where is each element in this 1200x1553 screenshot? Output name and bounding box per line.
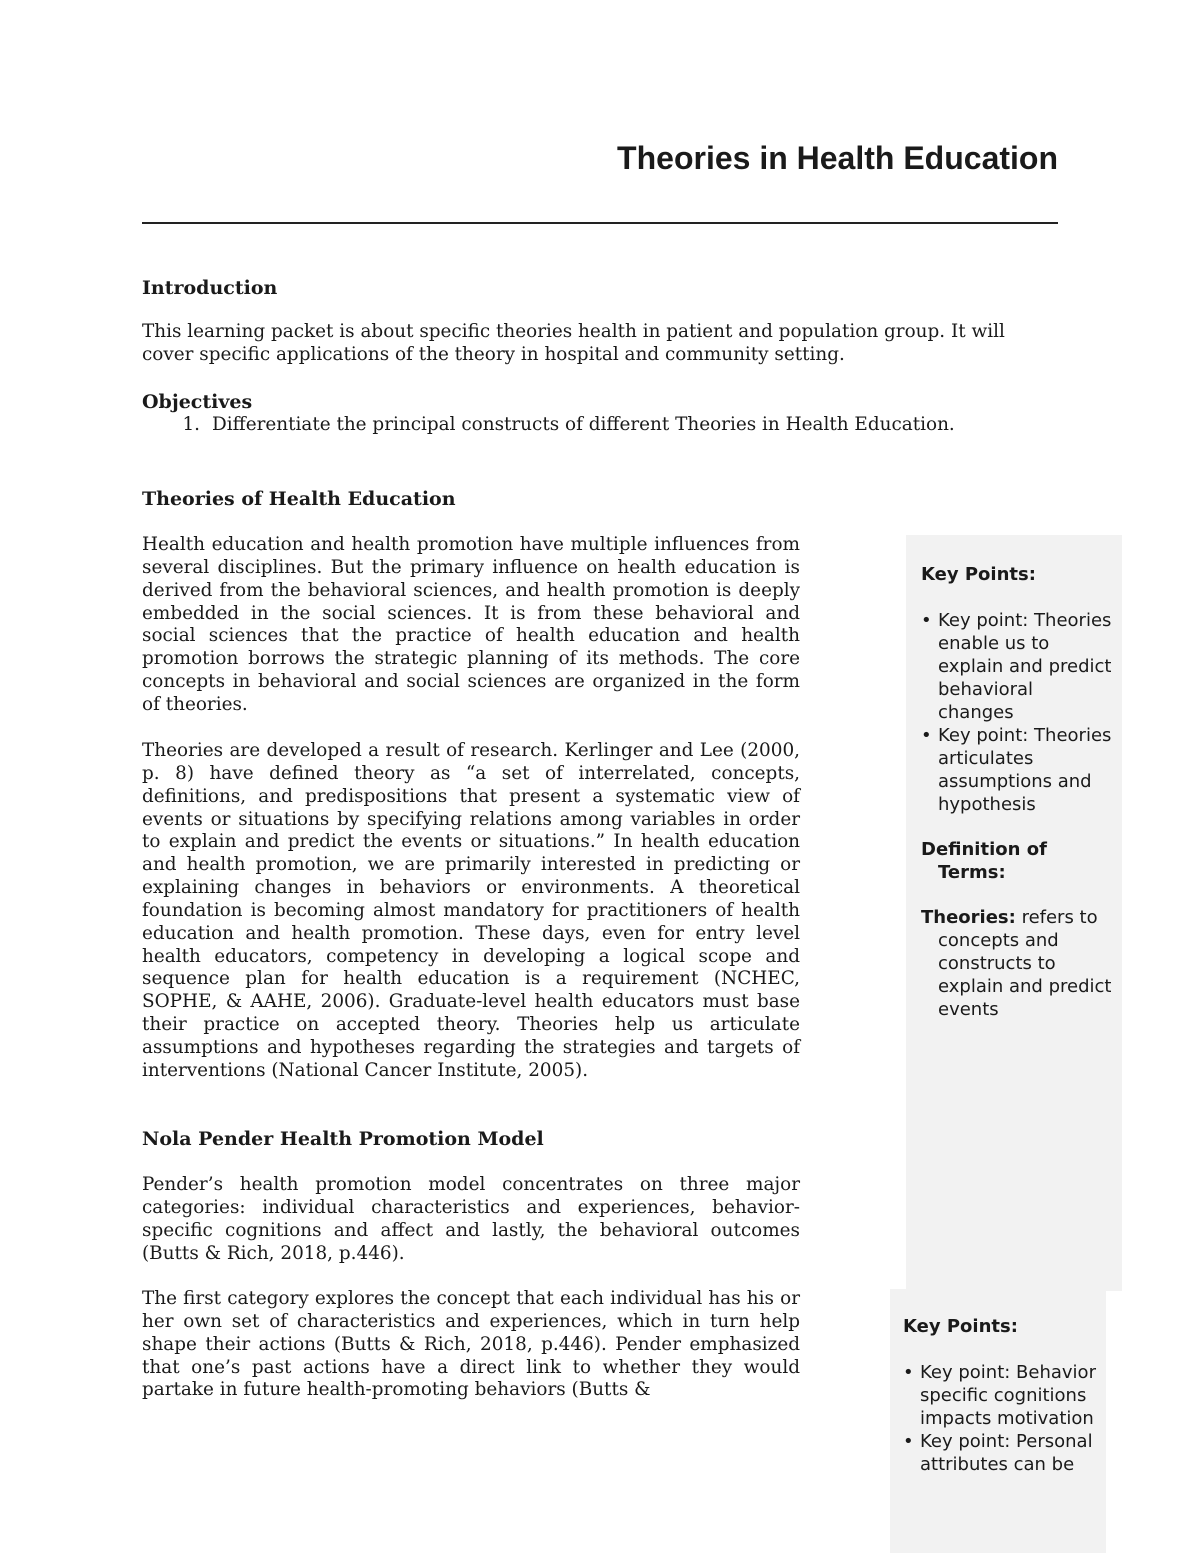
objective-number: 1. <box>182 414 200 435</box>
definition-term: Theories: <box>921 907 1016 928</box>
theories-paragraph-1: Health education and health promotion have multiple influences from several disciplines. But the primary influence on health education is derived from the behavioral sciences, and health promotion is deeply embedded in the social sciences. It is from these behavioral and social sciences that the practice of health education and health promotion borrows the strategic planning of its methods. The core concepts in behavioral and social sciences are organized in the form of theories. <box>142 534 800 715</box>
key-point-item <box>903 1430 1096 1476</box>
key-point-text: Key point: Personal attributes can be <box>920 1431 1093 1475</box>
key-point-text: Key point: Behavior specific cognitions impacts motivation <box>920 1362 1096 1429</box>
page-title: Theories in Health Education <box>617 140 1058 176</box>
key-points-list <box>903 1361 1096 1476</box>
key-point-item <box>921 609 1112 724</box>
introduction-text: This learning packet is about specific theories health in patient and population group. It will cover specific applications of the theory in hospital and community setting. <box>142 321 1005 365</box>
bullet-icon: • <box>903 1431 914 1452</box>
bullet-icon: • <box>921 725 932 746</box>
bullet-icon: • <box>921 610 932 631</box>
key-point-item <box>921 724 1112 816</box>
key-points-sidebar-2 <box>890 1289 1106 1553</box>
pender-heading: Nola Pender Health Promotion Model <box>142 1128 544 1150</box>
definition-heading: Definition of Terms: <box>921 839 1047 883</box>
key-point-text: Key point: Theories articulates assumptions and hypothesis <box>938 725 1112 815</box>
pender-paragraph-2: The first category explores the concept that each individual has his or her own set of characteristics and experiences, which in turn help shape their actions (Butts & Rich, 2018, p.446). Pender emphasized that one’s past actions have a direct link to whether they would partake in future health-promoting behaviors (Butts & <box>142 1288 800 1401</box>
objectives-heading: Objectives <box>142 391 253 413</box>
theories-heading: Theories of Health Education <box>142 488 456 510</box>
key-points-heading: Key Points: <box>921 564 1036 585</box>
definition-entry <box>921 906 1112 1021</box>
key-points-list <box>921 609 1112 816</box>
bullet-icon: • <box>903 1362 914 1383</box>
key-points-sidebar-1 <box>906 535 1122 1291</box>
key-point-text: Key point: Theories enable us to explain and predict behavioral changes <box>938 610 1112 723</box>
key-points-heading: Key Points: <box>903 1316 1018 1337</box>
pender-paragraph-1: Pender’s health promotion model concentrates on three major categories: individual characteristics and experiences, behavior-specific cognitions and affect and lastly, the behavioral outcomes (Butts & Rich, 2018, p.446). <box>142 1174 800 1264</box>
objective-text: Differentiate the principal constructs of different Theories in Health Education. <box>212 414 955 435</box>
title-divider <box>142 222 1058 224</box>
key-point-item <box>903 1361 1096 1430</box>
objective-item <box>142 414 955 437</box>
introduction-heading: Introduction <box>142 277 278 299</box>
objectives-list <box>142 414 955 437</box>
definition-text: refers to concepts and constructs to explain and predict events <box>938 907 1112 1020</box>
theories-paragraph-2: Theories are developed a result of research. Kerlinger and Lee (2000, p. 8) have defined theory as “a set of interrelated, concepts, definitions, and predispositions that present a systematic view of events or situations by specifying relations among variables in order to explain and predict the events or situations.” In health education and health promotion, we are primarily interested in predicting or explaining changes in behaviors or environments. A theoretical foundation is becoming almost mandatory for practitioners of health education and health promotion. These days, even for entry level health educators, competency in developing a logical scope and sequence plan for health education is a requirement (NCHEC, SOPHE, & AAHE, 2006). Graduate-level health educators must base their practice on accepted theory. Theories help us articulate assumptions and hypotheses regarding the strategies and targets of interventions (National Cancer Institute, 2005). <box>142 740 800 1081</box>
